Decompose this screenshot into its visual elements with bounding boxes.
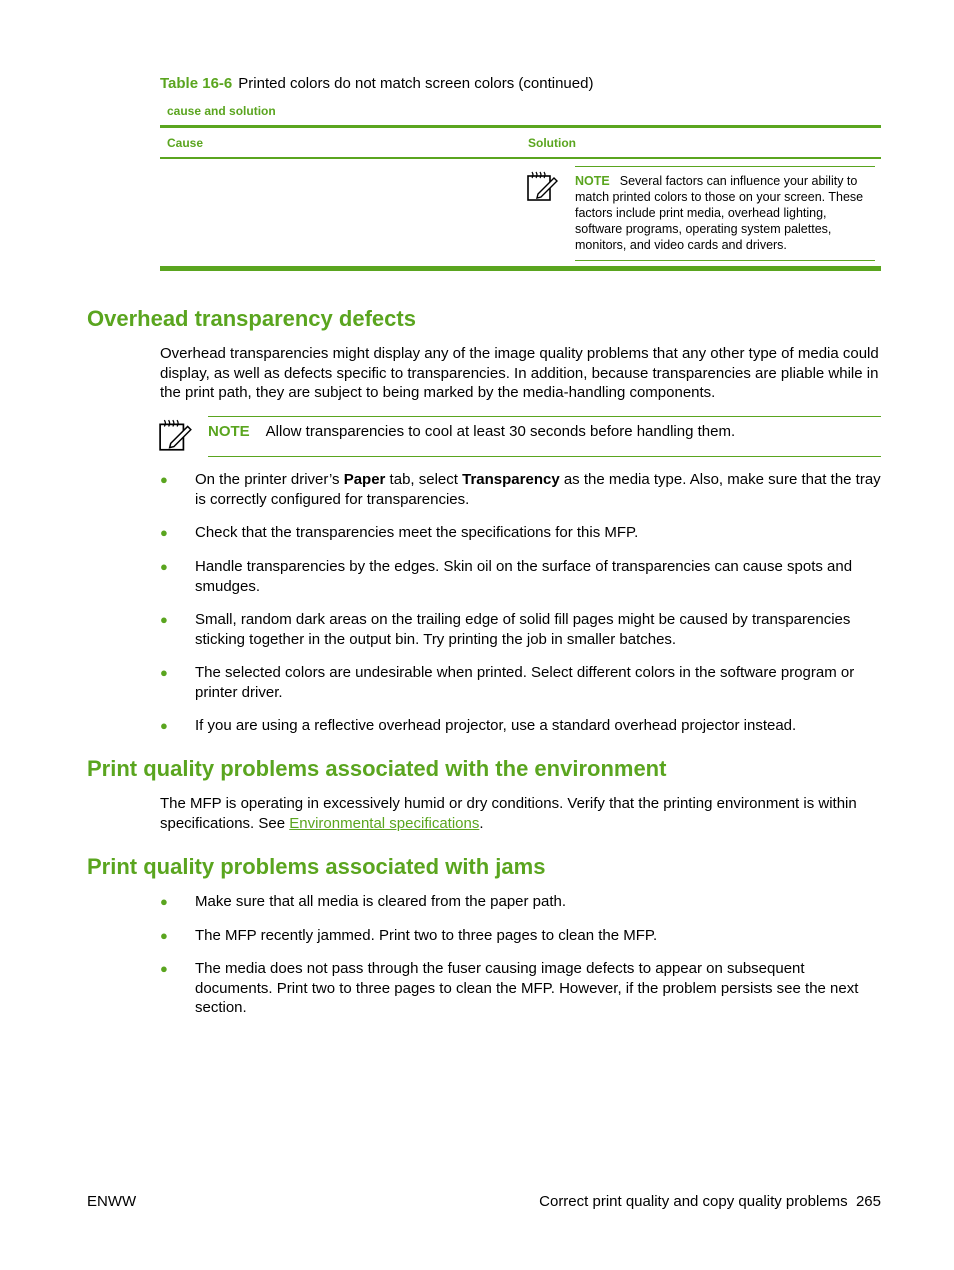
note-pencil-icon [526,170,560,204]
list-item [160,892,885,912]
overhead-note-label: NOTE [208,423,250,440]
overhead-note-text: Allow transparencies to cool at least 30 seconds before handling them. [265,423,736,440]
table-subcaption: cause and solution [167,104,276,118]
bullet-icon: ● [160,665,168,680]
section-heading-environment: Print quality problems associated with the environment [87,756,667,781]
table-note [575,173,875,253]
table-caption-text: Printed colors do not match screen colors (continued) [238,75,594,92]
bullet-icon: ● [160,718,168,733]
note-top-rule [208,416,881,417]
overhead-note [208,423,735,440]
bullet-icon: ● [160,612,168,627]
section-environment-text: The MFP is operating in excessively humid or dry conditions. Verify that the printing environment is within specifications. See Environmental specifications. [160,795,857,832]
list-item [160,716,885,736]
list-item [160,610,885,649]
table-caption [160,75,593,92]
table-header-rule [160,157,881,159]
note-bottom-rule [208,456,881,457]
table-header-cause: Cause [167,136,204,150]
note-pencil-icon [158,418,194,454]
list-item [160,663,885,702]
bullet-icon: ● [160,525,168,540]
list-item-text: Small, random dark areas on the trailing edge of solid fill pages might be caused by transparencies sticking together in the output bin. Try printing the job in smaller batches. [195,611,851,648]
list-item-text: If you are using a reflective overhead projector, use a standard overhead projector instead. [195,717,797,734]
table-note-top-rule [575,166,875,167]
list-item [160,959,885,1018]
list-item [160,926,885,946]
list-item-text: The MFP recently jammed. Print two to three pages to clean the MFP. [195,927,658,944]
list-item-text: Make sure that all media is cleared from the paper path. [195,893,567,910]
footer-right [539,1193,881,1210]
bullet-icon: ● [160,961,168,976]
bullet-icon: ● [160,928,168,943]
list-item-text: On the printer driver’s Paper tab, select Transparency as the media type. Also, make sure that the tray is correctly configured for transparencies. [195,471,881,508]
list-item-text: Handle transparencies by the edges. Skin oil on the surface of transparencies can cause spots and smudges. [195,558,853,595]
table-note-bottom-rule [575,260,875,261]
table-bottom-rule [160,266,881,271]
table-header-solution: Solution [528,136,576,150]
list-item [160,523,885,543]
footer-left: ENWW [87,1193,137,1210]
table-top-rule [160,125,881,128]
list-item-text: The selected colors are undesirable when printed. Select different colors in the software program or printer driver. [195,664,855,701]
table-note-text: Several factors can influence your ability to match printed colors to those on your screen. These factors include print media, overhead lighting, software programs, operating system palettes, monitors, and video cards and drivers. [575,174,864,252]
table-note-label: NOTE [575,174,610,188]
footer-chapter-title: Correct print quality and copy quality problems [539,1193,848,1210]
list-item [160,470,885,509]
page-number: 265 [855,1193,881,1210]
bullet-icon: ● [160,472,168,487]
section-heading-overhead: Overhead transparency defects [87,306,416,331]
list-item-text: The media does not pass through the fuser causing image defects to appear on subsequent documents. Print two to three pages to clean the MFP. However, if the problem persists see the next section. [195,960,859,1016]
section-heading-jams: Print quality problems associated with jams [87,854,546,879]
bullet-icon: ● [160,559,168,574]
bullet-icon: ● [160,894,168,909]
table-caption-label: Table 16-6 [160,75,233,92]
section-overhead-intro: Overhead transparencies might display any of the image quality problems that any other type of media could display, as well as defects specific to transparencies. In addition, because transparencies are pliable while in the print path, they are subject to being marked by the media-handling components. [160,345,879,401]
list-item [160,557,885,596]
environmental-specifications-link[interactable]: Environmental specifications [289,814,480,832]
list-item-text: Check that the transparencies meet the specifications for this MFP. [195,524,639,541]
